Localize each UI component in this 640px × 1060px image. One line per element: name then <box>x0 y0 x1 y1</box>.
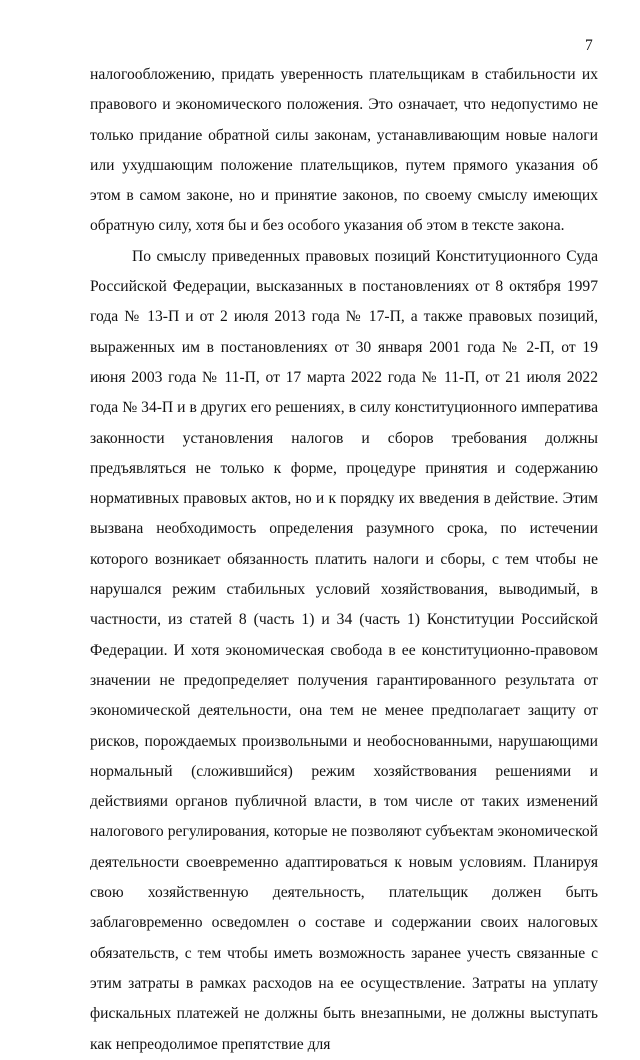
paragraph-legal-positions: По смыслу приведенных правовых позиций Конституционного Суда Российской Федерации, высказанных в постановлениях от 8 октября 1997 года № 13-П и от 2 июля 2013 года № 17-П, а также правовых позиций, выраженных им в постановлениях от 30 января 2001 года № 2-П, от 19 июня 2003 года № 11-П, от 17 марта 2022 года № 11-П, от 21 июля 2022 года № 34-П и в других его решениях, в силу конституционного императива законности установления налогов и сборов требования должны предъявляться не только к форме, процедуре принятия и содержанию нормативных правовых актов, но и к порядку их введения в действие. Этим вызвана необходимость определения разумного срока, по истечении которого возникает обязанность платить налоги и сборы, с тем чтобы не нарушался режим стабильных условий хозяйствования, выводимый, в частности, из статей 8 (часть 1) и 34 (часть 1) Конституции Российской Федерации. И хотя экономическая свобода в ее конституционно-правовом значении не предопределяет получения гарантированного результата от экономической деятельности, она тем не менее предполагает защиту от рисков, порождаемых произвольными и необоснованными, нарушающими нормальный (сложившийся) режим хозяйствования решениями и действиями органов публичной власти, в том числе от таких изменений налогового регулирования, которые не позволяют субъектам экономической деятельности своевременно адаптироваться к новым условиям. Планируя свою хозяйственную деятельность, плательщик должен быть заблаговременно осведомлен о составе и содержании своих налоговых обязательств, с тем чтобы иметь возможность заранее учесть связанные с этим затраты в рамках расходов на ее осуществление. Затраты на уплату фискальных платежей не должны быть внезапными, не должны выступать как непреодолимое препятствие для <box>90 247 598 1053</box>
paragraph-continuation: налогообложению, придать уверенность плательщикам в стабильности их правового и экономического положения. Это означает, что недопустимо не только придание обратной силы законам, устанавливающим новые налоги или ухудшающим положение плательщиков, путем прямого указания об этом в самом законе, но и принятие законов, по своему смыслу имеющих обратную силу, хотя бы и без особого указания об этом в тексте закона. <box>90 66 598 235</box>
page-number: 7 <box>585 37 593 54</box>
document-body <box>90 60 598 1060</box>
